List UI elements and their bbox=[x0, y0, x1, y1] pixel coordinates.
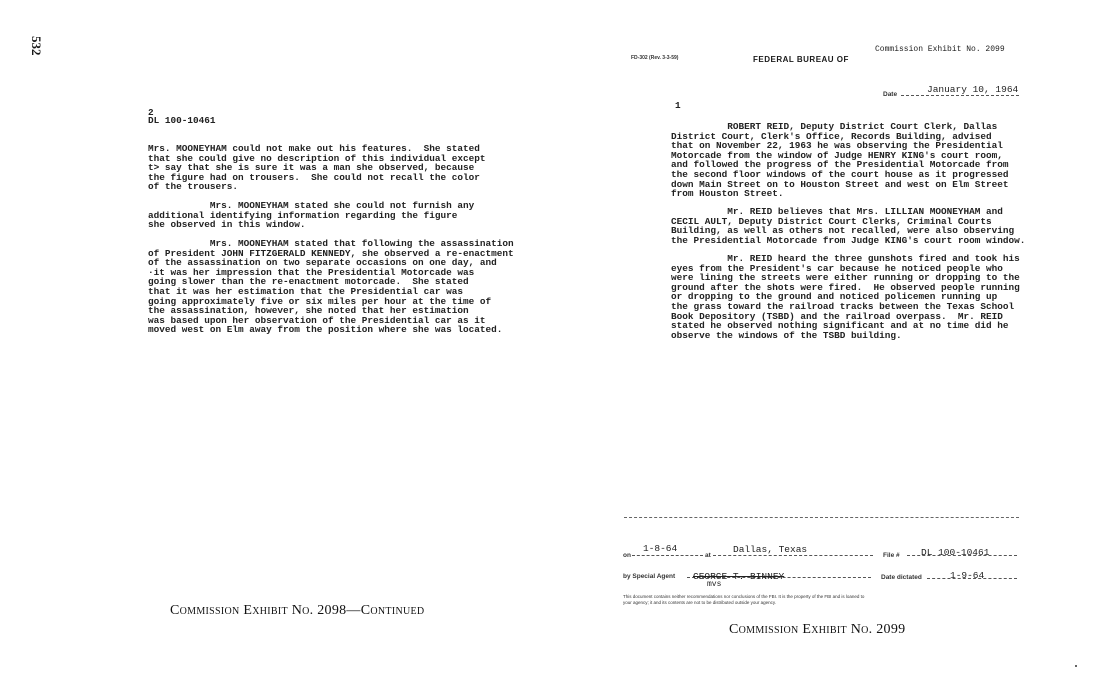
file-reference: DL 100-10461 bbox=[148, 115, 216, 126]
right-exhibit-caption: Commission Exhibit No. 2099 bbox=[729, 622, 906, 637]
at-value: Dallas, Texas bbox=[733, 544, 808, 555]
file-value: DL 100-10461 bbox=[921, 547, 990, 558]
on-value: 1-8-64 bbox=[643, 543, 678, 554]
footer-rule bbox=[624, 517, 1019, 518]
left-exhibit-caption: Commission Exhibit No. 2098—Continued bbox=[170, 603, 425, 618]
agent-initials: mvs bbox=[707, 580, 722, 589]
file-label: File # bbox=[883, 552, 900, 559]
file-reference-page-marker: 2 bbox=[148, 107, 154, 118]
page-marker: 1 bbox=[675, 100, 681, 111]
exhibit-header: Commission Exhibit No. 2099 bbox=[875, 45, 1005, 54]
left-paragraph-3: Mrs. MOONEYHAM stated that following the assassination of President JOHN FITZGERALD KENNEDY, she observed a re-enactment of the assassination on two separate occasions on one day, and ·it was her impression that the Presidential Motorcade was going slower than the re-enactment motorcade. She stated that it was her estimation that the Presidential car was going approximately five or six miles per hour at the time of the assassination, however, she noted that her estimation was based upon her observation of the Presidential car as it moved west on Elm away from the position where she was located. bbox=[148, 238, 514, 336]
on-label: on bbox=[623, 552, 631, 559]
left-paragraph-1: Mrs. MOONEYHAM could not make out his features. She stated that she could give no description of this individual except t> say that she is sure it was a man she observed, because the figure had on trousers. She could not recall the color of the trousers. bbox=[148, 143, 486, 193]
right-paragraph-3: Mr. REID heard the three gunshots fired and took his eyes from the President's car because he noticed people who were lining the streets were either running or dropping to the ground after the shots were fired. He observed people running or dropping to the ground and noticed policemen running up the grass toward the railroad tracks between the Texas School Book Depository (TSBD) and the railroad overpass. Mr. REID stated he observed nothing significant and at no time did he observe the windows of the TSBD building. bbox=[671, 253, 1020, 341]
right-paragraph-2: Mr. REID believes that Mrs. LILLIAN MOONEYHAM and CECIL AULT, Deputy District Court Clerks, Criminal Courts Building, as well as others not recalled, were also observing the Presidential Motorcade from Judge KING's court room window. bbox=[671, 206, 1026, 246]
date-label: Date bbox=[883, 91, 898, 98]
page-number: 532 bbox=[29, 36, 44, 56]
agent-value: GEORGE T. BINNEY bbox=[693, 571, 785, 582]
right-paragraph-1: ROBERT REID, Deputy District Court Clerk, Dallas District Court, Clerk's Office, Records Building, advised that on November 22, 1963 he was observing the Presidential Motorcade from the window of Judge HENRY KING's court room, and followed the progress of the Presidential Motorcade from the second floor windows of the court house as it progressed down Main Street on to Houston Street and west on Elm Street from Houston Street. bbox=[671, 121, 1009, 200]
dictated-value: 1-9-64 bbox=[950, 570, 985, 581]
disclaimer-line-1: This document contains neither recommendations nor conclusions of the FBI. It is the property of the FBI and is loaned to bbox=[623, 594, 865, 599]
left-paragraph-2: Mrs. MOONEYHAM stated she could not furnish any additional identifying information regarding the figure she observed in this window. bbox=[148, 200, 475, 231]
date-value: January 10, 1964 bbox=[927, 84, 1019, 95]
agent-label: by Special Agent bbox=[623, 573, 676, 580]
form-number: FD-302 (Rev. 3-3-59) bbox=[631, 55, 679, 61]
scan-speck bbox=[1075, 665, 1077, 667]
right-page bbox=[547, 0, 1094, 691]
disclaimer-line-2: your agency; it and its contents are not to be distributed outside your agency. bbox=[623, 600, 777, 605]
at-label: at bbox=[705, 552, 711, 559]
dictated-label: Date dictated bbox=[881, 574, 922, 581]
agency-header: FEDERAL BUREAU OF bbox=[753, 55, 849, 64]
